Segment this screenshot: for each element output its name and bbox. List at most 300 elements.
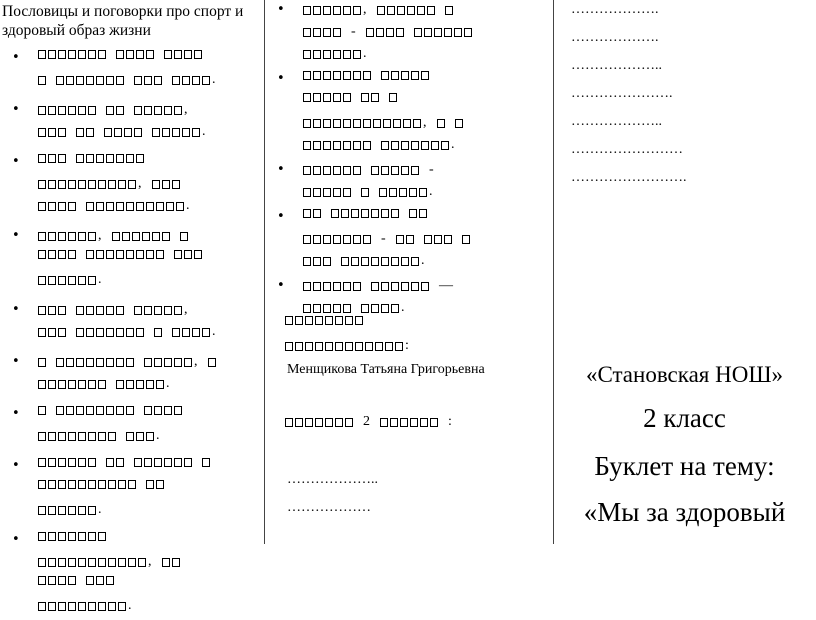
glyph-box [68, 532, 76, 541]
text-line [303, 209, 553, 231]
glyph-box [96, 250, 104, 259]
glyph-box [146, 380, 154, 389]
glyph-box [343, 6, 351, 15]
glyph-box [343, 166, 351, 175]
glyph-box [353, 119, 361, 128]
glyph-box [66, 406, 74, 415]
glyph-box [343, 119, 351, 128]
glyph-box [184, 250, 192, 259]
booklet-topic-title: «Мы за здоровый [583, 497, 786, 527]
text-line [38, 50, 264, 72]
glyph-box [108, 432, 116, 441]
glyph-box [323, 235, 331, 244]
glyph-box [164, 106, 172, 115]
glyph-box [96, 576, 104, 585]
glyph-box [96, 328, 104, 337]
glyph-box [164, 458, 172, 467]
glyph-box [66, 76, 74, 85]
glyph-box [108, 180, 116, 189]
glyph-box [86, 358, 94, 367]
glyph-box [38, 232, 46, 241]
list-item [265, 162, 553, 206]
glyph-box [411, 282, 419, 291]
dotted-line: ……………….. [571, 58, 662, 73]
glyph-box [407, 6, 415, 15]
list-item [0, 406, 264, 450]
glyph-box [381, 257, 389, 266]
glyph-box [116, 50, 124, 59]
glyph-box [58, 128, 66, 137]
glyph-box [106, 202, 114, 211]
punctuation: . [98, 272, 102, 287]
glyph-box [58, 250, 66, 259]
glyph-box [98, 532, 106, 541]
glyph-box [343, 188, 351, 197]
glyph-box [285, 418, 293, 427]
text-line [303, 278, 553, 300]
glyph-box [341, 257, 349, 266]
text-line [285, 414, 454, 436]
glyph-box [88, 50, 96, 59]
list-item [0, 532, 264, 620]
text-line [38, 406, 264, 428]
glyph-box [86, 154, 94, 163]
glyph-box [58, 232, 66, 241]
glyph-box [166, 202, 174, 211]
glyph-box [351, 257, 359, 266]
dotted-line: ……………….. [287, 472, 378, 487]
punctuation: . [401, 300, 405, 315]
class-label [285, 414, 454, 436]
glyph-box [76, 358, 84, 367]
glyph-box [116, 250, 124, 259]
glyph-box [303, 282, 311, 291]
glyph-box [351, 209, 359, 218]
glyph-box [441, 141, 449, 150]
glyph-box [48, 576, 56, 585]
glyph-box [174, 50, 182, 59]
glyph-box [333, 28, 341, 37]
glyph-box [333, 235, 341, 244]
glyph-box [323, 71, 331, 80]
dotted-line: ………………. [571, 2, 659, 17]
list-item [265, 71, 553, 159]
glyph-box [138, 558, 146, 567]
glyph-box [98, 50, 106, 59]
glyph-box [421, 282, 429, 291]
glyph-box [373, 119, 381, 128]
text-line [303, 46, 553, 68]
glyph-box [430, 418, 438, 427]
glyph-box [118, 558, 126, 567]
punctuation: . [98, 502, 102, 517]
glyph-box [397, 6, 405, 15]
glyph-box [96, 76, 104, 85]
glyph-box [333, 119, 341, 128]
glyph-box [164, 50, 172, 59]
page-title: Пословицы и поговорки про спорт и здоровый образ жизни [2, 3, 244, 39]
glyph-box [106, 458, 114, 467]
glyph-box [146, 202, 154, 211]
glyph-box [371, 209, 379, 218]
glyph-box [48, 180, 56, 189]
glyph-box [421, 141, 429, 150]
dotted-line: ……………….. [571, 114, 662, 129]
glyph-box [361, 304, 369, 313]
glyph-box [420, 418, 428, 427]
text-line [38, 428, 264, 450]
text-line [38, 228, 264, 250]
glyph-box [174, 406, 182, 415]
punctuation: - [381, 231, 386, 246]
glyph-box [164, 306, 172, 315]
text-line [38, 502, 264, 524]
glyph-box [419, 188, 427, 197]
glyph-box [118, 180, 126, 189]
booklet-topic-label: Буклет на тему: [594, 451, 775, 481]
list-item [0, 102, 264, 146]
glyph-box [114, 128, 122, 137]
glyph-box [48, 602, 56, 611]
glyph-box [303, 209, 311, 218]
text-line [38, 376, 264, 398]
glyph-box [303, 50, 311, 59]
glyph-box [98, 180, 106, 189]
punctuation: , [98, 228, 102, 243]
glyph-box [38, 602, 46, 611]
glyph-box [48, 50, 56, 59]
glyph-box [303, 304, 311, 313]
glyph-box [38, 128, 46, 137]
glyph-box [389, 93, 397, 102]
glyph-box [399, 188, 407, 197]
glyph-box [363, 235, 371, 244]
glyph-box [343, 71, 351, 80]
glyph-box [48, 232, 56, 241]
glyph-box [353, 282, 361, 291]
glyph-box [128, 480, 136, 489]
glyph-box [96, 202, 104, 211]
punctuation: , [184, 102, 188, 117]
glyph-box [86, 76, 94, 85]
glyph-box [366, 28, 374, 37]
glyph-box [391, 166, 399, 175]
glyph-box [335, 342, 343, 351]
glyph-box [313, 50, 321, 59]
glyph-box [315, 316, 323, 325]
text-line [303, 24, 553, 46]
punctuation: , [184, 302, 188, 317]
text-line [303, 184, 553, 206]
glyph-box [413, 119, 421, 128]
glyph-box [122, 232, 130, 241]
glyph-box [116, 154, 124, 163]
proverb-list-continued [265, 2, 553, 322]
glyph-box [381, 304, 389, 313]
glyph-box [391, 209, 399, 218]
glyph-box [38, 250, 46, 259]
text-line [38, 176, 264, 198]
glyph-box [335, 316, 343, 325]
glyph-box [78, 558, 86, 567]
glyph-box [192, 128, 200, 137]
text-line [303, 231, 553, 253]
glyph-box [134, 458, 142, 467]
punctuation: 2 [363, 414, 370, 429]
glyph-box [162, 180, 170, 189]
text-line [38, 272, 264, 294]
glyph-box [144, 106, 152, 115]
glyph-box [98, 602, 106, 611]
glyph-box [295, 342, 303, 351]
glyph-box [333, 141, 341, 150]
glyph-box [325, 342, 333, 351]
glyph-box [377, 6, 385, 15]
glyph-box [116, 380, 124, 389]
glyph-box [136, 380, 144, 389]
glyph-box [343, 235, 351, 244]
glyph-box [154, 358, 162, 367]
glyph-box [464, 28, 472, 37]
glyph-box [381, 166, 389, 175]
glyph-box [371, 257, 379, 266]
punctuation: : [405, 338, 409, 353]
glyph-box [38, 328, 46, 337]
glyph-box [76, 406, 84, 415]
glyph-box [363, 141, 371, 150]
glyph-box [38, 154, 46, 163]
glyph-box [361, 257, 369, 266]
glyph-box [411, 257, 419, 266]
glyph-box [126, 380, 134, 389]
glyph-box [396, 28, 404, 37]
list-item [0, 228, 264, 294]
text-line [38, 124, 264, 146]
text-line [38, 72, 264, 94]
glyph-box [156, 480, 164, 489]
glyph-box [136, 202, 144, 211]
glyph-box [406, 235, 414, 244]
glyph-box [88, 432, 96, 441]
glyph-box [154, 76, 162, 85]
glyph-box [136, 432, 144, 441]
glyph-box [68, 432, 76, 441]
glyph-box [303, 93, 311, 102]
punctuation: . [128, 598, 132, 613]
glyph-box [66, 358, 74, 367]
glyph-box [323, 93, 331, 102]
glyph-box [323, 50, 331, 59]
glyph-box [88, 380, 96, 389]
glyph-box [401, 257, 409, 266]
glyph-box [343, 282, 351, 291]
glyph-box [313, 235, 321, 244]
glyph-box [98, 432, 106, 441]
glyph-box [106, 358, 114, 367]
glyph-box [285, 316, 293, 325]
glyph-box [48, 558, 56, 567]
glyph-box [144, 458, 152, 467]
glyph-box [353, 141, 361, 150]
glyph-box [386, 28, 394, 37]
glyph-box [335, 418, 343, 427]
glyph-box [434, 235, 442, 244]
text-line [38, 302, 264, 324]
glyph-box [88, 232, 96, 241]
glyph-box [341, 209, 349, 218]
punctuation: - [429, 162, 434, 177]
glyph-box [58, 154, 66, 163]
glyph-box [144, 306, 152, 315]
glyph-box [437, 119, 445, 128]
glyph-box [156, 202, 164, 211]
glyph-box [78, 506, 86, 515]
glyph-box [353, 235, 361, 244]
glyph-box [202, 328, 210, 337]
glyph-box [58, 432, 66, 441]
glyph-box [144, 358, 152, 367]
text-line [38, 598, 264, 620]
glyph-box [78, 458, 86, 467]
dotted-line: ………………. [571, 30, 659, 45]
glyph-box [333, 6, 341, 15]
glyph-box [146, 50, 154, 59]
glyph-box [164, 406, 172, 415]
glyph-box [146, 432, 154, 441]
glyph-box [154, 106, 162, 115]
dotted-line: ……………… [287, 500, 371, 515]
glyph-box [68, 232, 76, 241]
glyph-box [136, 328, 144, 337]
glyph-box [68, 506, 76, 515]
glyph-box [323, 141, 331, 150]
glyph-box [184, 458, 192, 467]
glyph-box [106, 576, 114, 585]
glyph-box [58, 458, 66, 467]
glyph-box [355, 316, 363, 325]
glyph-box [38, 406, 46, 415]
glyph-box [313, 141, 321, 150]
punctuation: , [148, 554, 152, 569]
glyph-box [391, 257, 399, 266]
glyph-box [295, 316, 303, 325]
glyph-box [78, 480, 86, 489]
glyph-box [303, 28, 311, 37]
dotted-line: …………………. [571, 86, 673, 101]
dotted-lines [571, 2, 687, 198]
glyph-box [58, 380, 66, 389]
glyph-box [68, 602, 76, 611]
glyph-box [118, 480, 126, 489]
glyph-box [411, 71, 419, 80]
glyph-box [303, 119, 311, 128]
glyph-box [180, 232, 188, 241]
glyph-box [285, 342, 293, 351]
glyph-box [38, 202, 46, 211]
glyph-box [323, 6, 331, 15]
glyph-box [38, 106, 46, 115]
glyph-box [411, 141, 419, 150]
punctuation: . [451, 137, 455, 152]
glyph-box [305, 316, 313, 325]
glyph-box [401, 141, 409, 150]
glyph-box [401, 71, 409, 80]
glyph-box [414, 28, 422, 37]
punctuation: . [429, 184, 433, 199]
glyph-box [174, 250, 182, 259]
glyph-box [174, 106, 182, 115]
glyph-box [48, 480, 56, 489]
glyph-box [343, 50, 351, 59]
glyph-box [116, 76, 124, 85]
right-panel [553, 0, 816, 544]
glyph-box [371, 166, 379, 175]
glyph-box [108, 558, 116, 567]
glyph-box [78, 602, 86, 611]
glyph-box [182, 76, 190, 85]
glyph-box [208, 358, 216, 367]
glyph-box [112, 232, 120, 241]
text-line [38, 576, 264, 598]
glyph-box [136, 154, 144, 163]
text-line [38, 480, 264, 502]
glyph-box [323, 282, 331, 291]
text-line [303, 93, 553, 115]
glyph-box [88, 602, 96, 611]
glyph-box [126, 432, 134, 441]
glyph-box [88, 532, 96, 541]
glyph-box [162, 558, 170, 567]
glyph-box [86, 576, 94, 585]
glyph-box [48, 128, 56, 137]
glyph-box [303, 141, 311, 150]
glyph-box [365, 342, 373, 351]
glyph-box [88, 458, 96, 467]
glyph-box [389, 188, 397, 197]
glyph-box [361, 93, 369, 102]
glyph-box [126, 202, 134, 211]
glyph-box [172, 328, 180, 337]
glyph-box [38, 480, 46, 489]
glyph-box [56, 406, 64, 415]
list-item [0, 154, 264, 220]
glyph-box [48, 432, 56, 441]
text-line [38, 198, 264, 220]
glyph-box [108, 480, 116, 489]
glyph-box [126, 358, 134, 367]
glyph-box [76, 76, 84, 85]
text-line [285, 316, 411, 338]
glyph-box [323, 28, 331, 37]
punctuation: — [439, 278, 453, 293]
glyph-box [353, 50, 361, 59]
glyph-box [78, 432, 86, 441]
text-line [38, 458, 264, 480]
glyph-box [154, 406, 162, 415]
punctuation: . [421, 253, 425, 268]
glyph-box [78, 276, 86, 285]
glyph-box [76, 154, 84, 163]
glyph-box [144, 76, 152, 85]
text-line [38, 102, 264, 124]
glyph-box [192, 328, 200, 337]
glyph-box [380, 418, 388, 427]
glyph-box [375, 342, 383, 351]
glyph-box [48, 202, 56, 211]
glyph-box [371, 304, 379, 313]
glyph-box [172, 76, 180, 85]
glyph-box [128, 180, 136, 189]
